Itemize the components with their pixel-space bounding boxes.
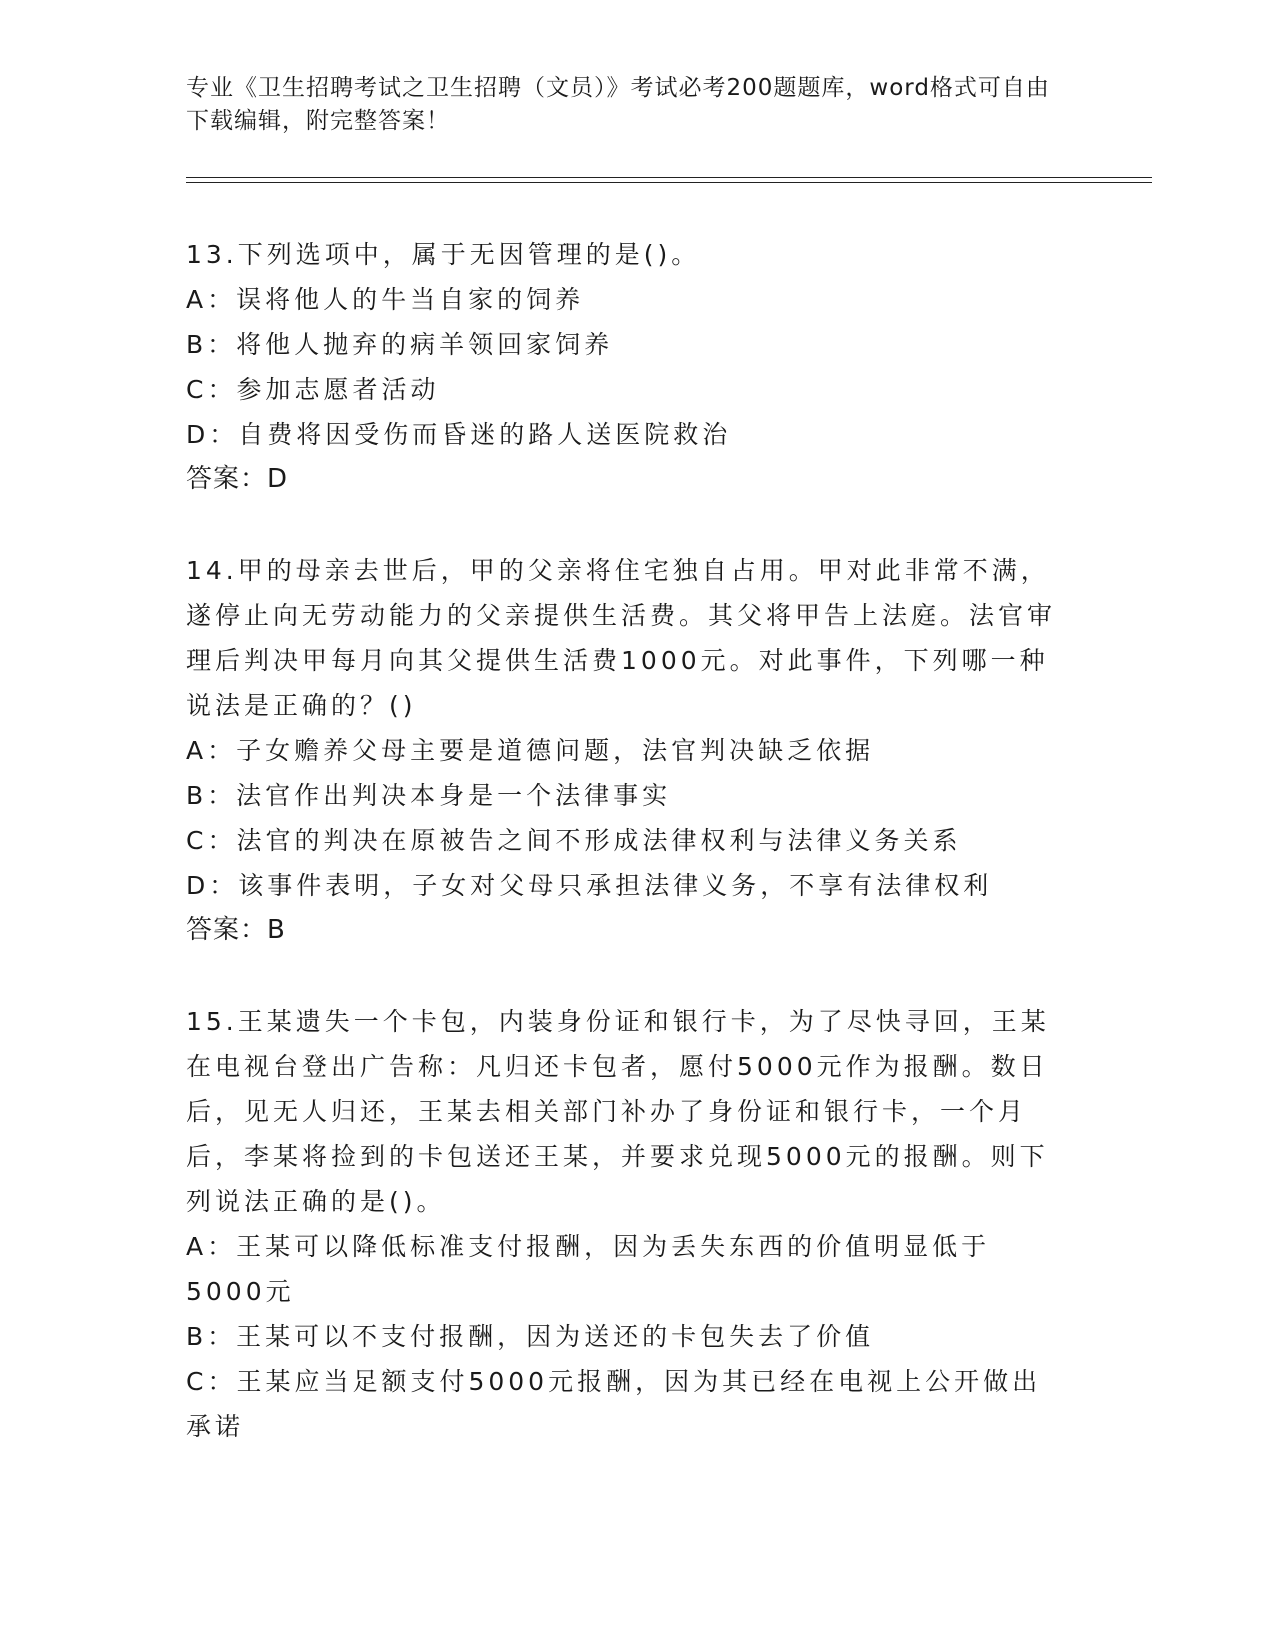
question-stem: 15.王某遗失一个卡包，内装身份证和银行卡，为了尽快寻回，王某在电视台登出广告称：凡归还卡包者，愿付5000元作为报酬。数日后，见无人归还，王某去相关部门补办了身份证和银行卡，一个月后，李某将捡到的卡包送还王某，并要求兑现5000元的报酬。则下列说法正确的是()。 [186,1007,1050,1216]
question-stem: 14.甲的母亲去世后，甲的父亲将住宅独自占用。甲对此非常不满，遂停止向无劳动能力的父亲提供生活费。其父将甲告上法庭。法官审理后判决甲每月向其父提供生活费1000元。对此事件，下列哪一种说法是正确的？() [186,556,1057,720]
header-divider-top [186,177,1152,178]
option-b: B：王某可以不支付报酬，因为送还的卡包失去了价值 [186,1322,875,1351]
option-c: C：王某应当足额支付5000元报酬，因为其已经在电视上公开做出承诺 [186,1367,1042,1441]
option-c: C：参加志愿者活动 [186,375,440,404]
question-15 [186,999,1066,1449]
option-a: A：误将他人的牛当自家的饲养 [186,285,585,314]
question-list [186,232,1066,1495]
option-d: D：自费将因受伤而昏迷的路人送医院救治 [186,420,732,449]
document-header: 专业《卫生招聘考试之卫生招聘（文员）》考试必考200题题库，word格式可自由下载编辑，附完整答案！ [186,75,1050,134]
question-13 [186,232,1066,502]
answer-line: 答案：B [186,915,286,945]
option-c: C：法官的判决在原被告之间不形成法律权利与法律义务关系 [186,826,962,855]
answer-line: 答案：D [186,464,289,494]
header-divider-bottom [186,182,1152,183]
option-a: A：王某可以降低标准支付报酬，因为丢失东西的价值明显低于5000元 [186,1232,991,1306]
option-b: B：将他人抛弃的病羊领回家饲养 [186,330,614,359]
question-stem: 13.下列选项中，属于无因管理的是()。 [186,240,701,269]
option-d: D：该事件表明，子女对父母只承担法律义务，不享有法律权利 [186,871,993,900]
option-b: B：法官作出判决本身是一个法律事实 [186,781,672,810]
option-a: A：子女赡养父母主要是道德问题，法官判决缺乏依据 [186,736,875,765]
question-14 [186,548,1066,953]
